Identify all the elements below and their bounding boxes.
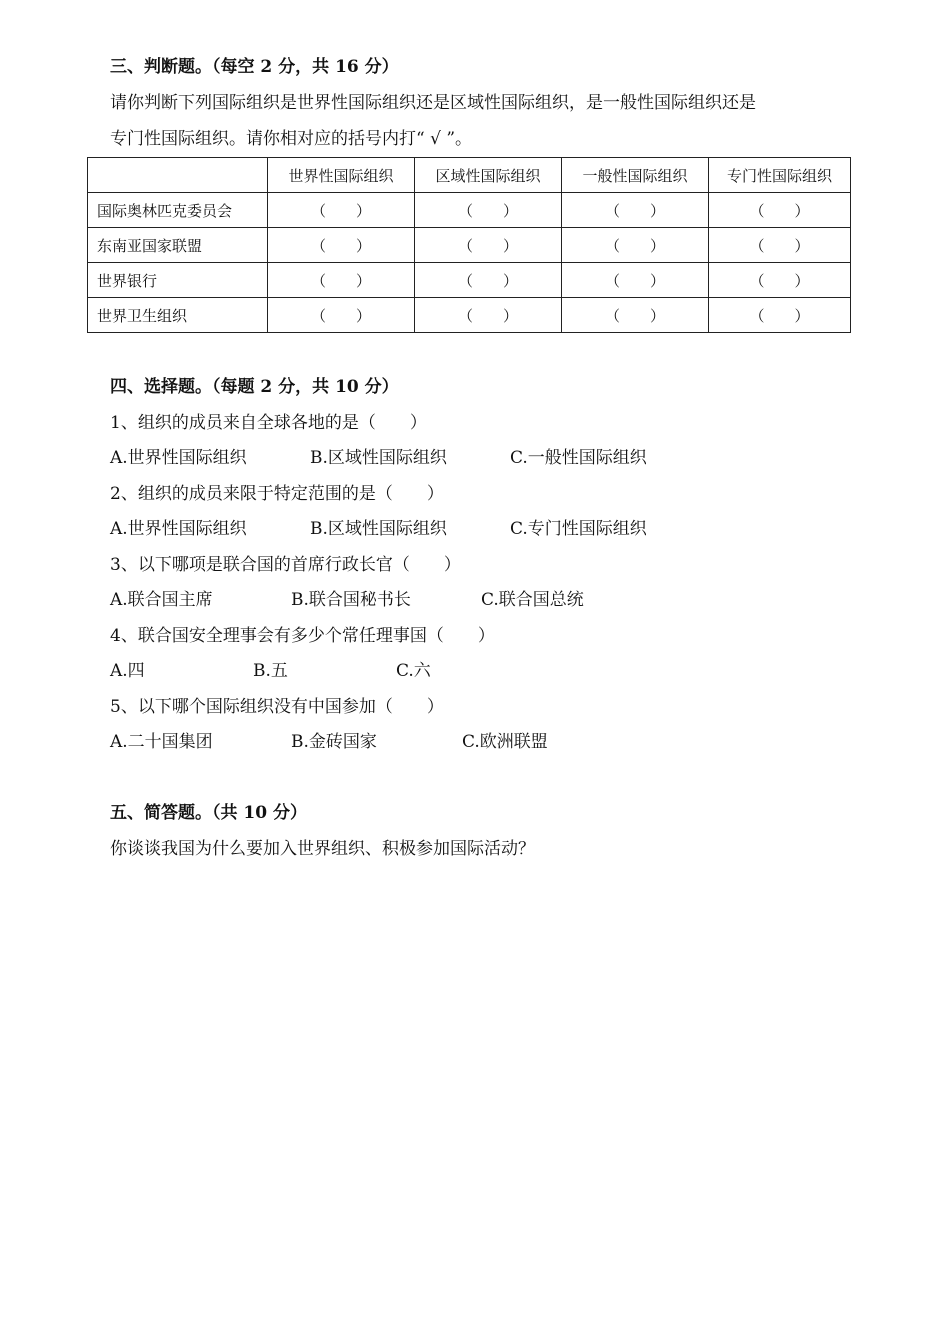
answer-blank[interactable]: （ ） — [268, 193, 415, 228]
answer-blank[interactable]: （ ） — [562, 298, 709, 333]
answer-blank[interactable]: （ ） — [415, 298, 562, 333]
q5-option-c[interactable]: C.欧洲联盟 — [462, 732, 548, 752]
row-label: 东南亚国家联盟 — [88, 228, 268, 263]
judgement-table — [87, 157, 851, 333]
row-label: 世界卫生组织 — [88, 298, 268, 333]
q1-option-a[interactable]: A.世界性国际组织 — [110, 448, 247, 468]
question-2: 2、组织的成员来限于特定范围的是（ ） — [110, 484, 444, 504]
q5-option-b[interactable]: B.金砖国家 — [291, 732, 377, 752]
q4-option-b[interactable]: B.五 — [253, 661, 288, 681]
q2-option-a[interactable]: A.世界性国际组织 — [110, 519, 247, 539]
section5-question: 你谈谈我国为什么要加入世界组织、积极参加国际活动？ — [110, 839, 535, 859]
q3-option-c[interactable]: C.联合国总统 — [481, 590, 584, 610]
section4-heading: 四、选择题。（每题 2 分，共 10 分） — [110, 377, 399, 397]
question-1: 1、组织的成员来自全球各地的是（ ） — [110, 413, 427, 433]
section5-heading: 五、简答题。（共 10 分） — [110, 803, 307, 823]
answer-blank[interactable]: （ ） — [562, 263, 709, 298]
table-row — [88, 193, 851, 228]
q3-option-a[interactable]: A.联合国主席 — [110, 590, 213, 610]
answer-blank[interactable]: （ ） — [709, 263, 851, 298]
answer-blank[interactable]: （ ） — [268, 298, 415, 333]
table-header-row — [88, 158, 851, 193]
q3-option-b[interactable]: B.联合国秘书长 — [291, 590, 411, 610]
column-header-world: 世界性国际组织 — [268, 158, 415, 193]
q2-option-b[interactable]: B.区域性国际组织 — [310, 519, 447, 539]
answer-blank[interactable]: （ ） — [415, 193, 562, 228]
q2-option-c[interactable]: C.专门性国际组织 — [510, 519, 647, 539]
q5-option-a[interactable]: A.二十国集团 — [110, 732, 213, 752]
table-row — [88, 263, 851, 298]
answer-blank[interactable]: （ ） — [562, 193, 709, 228]
answer-blank[interactable]: （ ） — [709, 228, 851, 263]
q1-option-b[interactable]: B.区域性国际组织 — [310, 448, 447, 468]
row-label: 世界银行 — [88, 263, 268, 298]
q4-option-a[interactable]: A.四 — [110, 661, 145, 681]
question-5: 5、以下哪个国际组织没有中国参加（ ） — [110, 697, 444, 717]
column-header-specialized: 专门性国际组织 — [709, 158, 851, 193]
section3-instruction-line2: 专门性国际组织。请你相对应的括号内打“ √ ”。 — [110, 129, 473, 149]
answer-blank[interactable]: （ ） — [268, 263, 415, 298]
answer-blank[interactable]: （ ） — [709, 193, 851, 228]
answer-blank[interactable]: （ ） — [415, 263, 562, 298]
answer-blank[interactable]: （ ） — [562, 228, 709, 263]
table-row — [88, 228, 851, 263]
section3-instruction-line1: 请你判断下列国际组织是世界性国际组织还是区域性国际组织，是一般性国际组织还是 — [110, 93, 756, 113]
table-row — [88, 298, 851, 333]
question-4: 4、联合国安全理事会有多少个常任理事国（ ） — [110, 626, 495, 646]
question-3: 3、以下哪项是联合国的首席行政长官（ ） — [110, 555, 461, 575]
answer-blank[interactable]: （ ） — [268, 228, 415, 263]
answer-blank[interactable]: （ ） — [709, 298, 851, 333]
q1-option-c[interactable]: C.一般性国际组织 — [510, 448, 647, 468]
q4-option-c[interactable]: C.六 — [396, 661, 431, 681]
section3-heading: 三、判断题。（每空 2 分，共 16 分） — [110, 57, 399, 77]
table-corner-cell — [88, 158, 268, 193]
row-label: 国际奥林匹克委员会 — [88, 193, 268, 228]
column-header-general: 一般性国际组织 — [562, 158, 709, 193]
answer-blank[interactable]: （ ） — [415, 228, 562, 263]
column-header-regional: 区域性国际组织 — [415, 158, 562, 193]
